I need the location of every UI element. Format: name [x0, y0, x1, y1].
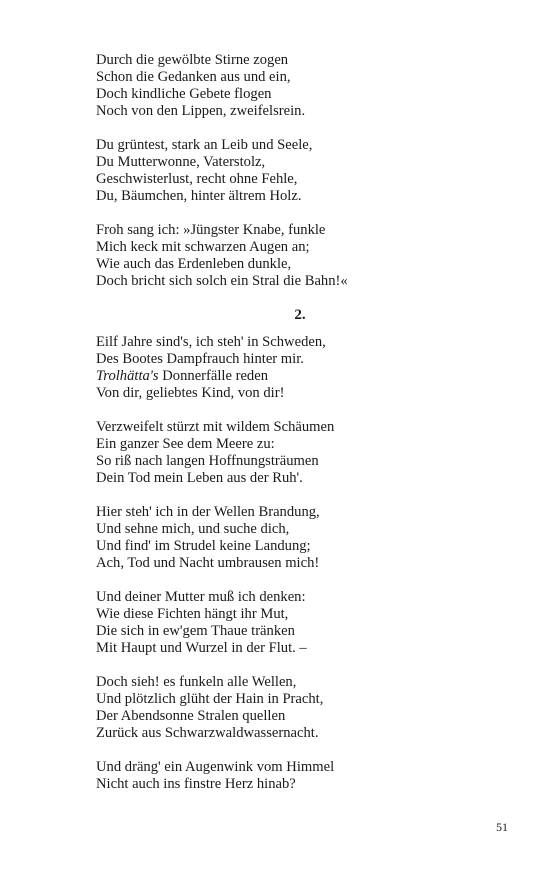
poem-text — [96, 52, 496, 810]
line-text: Eilf Jahre sind's, ich steh' in Schweden, — [96, 334, 326, 350]
verse-line — [96, 725, 496, 742]
line-text: So riß nach langen Hoffnungsträumen — [96, 453, 319, 469]
stanza — [96, 674, 496, 742]
verse-line — [96, 606, 496, 623]
line-text: Doch sieh! es funkeln alle Wellen, — [96, 674, 297, 690]
line-text: Mich keck mit schwarzen Augen an; — [96, 239, 310, 255]
verse-line — [96, 691, 496, 708]
line-text: Ach, Tod und Nacht umbrausen mich! — [96, 555, 320, 571]
line-text: Von dir, geliebtes Kind, von dir! — [96, 385, 285, 401]
verse-line — [96, 538, 496, 555]
verse-line — [96, 256, 496, 273]
line-text: Schon die Gedanken aus und ein, — [96, 69, 291, 85]
line-text: Und sehne mich, und suche dich, — [96, 521, 290, 537]
line-text: Und find' im Strudel keine Landung; — [96, 538, 311, 554]
stanza — [96, 589, 496, 657]
verse-line — [96, 222, 496, 239]
line-text: Des Bootes Dampfrauch hinter mir. — [96, 351, 304, 367]
poem-section — [96, 307, 496, 793]
verse-line — [96, 776, 496, 793]
verse-line — [96, 52, 496, 69]
verse-line — [96, 86, 496, 103]
line-text: Donnerfälle reden — [158, 368, 269, 384]
verse-line — [96, 674, 496, 691]
line-text: Du, Bäumchen, hinter ältrem Holz. — [96, 188, 302, 204]
verse-line — [96, 188, 496, 205]
verse-line — [96, 759, 496, 776]
verse-line — [96, 419, 496, 436]
verse-line — [96, 470, 496, 487]
verse-line — [96, 453, 496, 470]
line-text: Doch kindliche Gebete flogen — [96, 86, 272, 102]
line-text: Noch von den Lippen, zweifelsrein. — [96, 103, 306, 119]
line-text: Hier steh' ich in der Wellen Brandung, — [96, 504, 320, 520]
verse-line — [96, 154, 496, 171]
line-text: Dein Tod mein Leben aus der Ruh'. — [96, 470, 303, 486]
line-text: Wie diese Fichten hängt ihr Mut, — [96, 606, 289, 622]
line-text: Durch die gewölbte Stirne zogen — [96, 52, 289, 68]
line-text: Wie auch das Erdenleben dunkle, — [96, 256, 292, 272]
verse-line — [96, 171, 496, 188]
italic-text: Trolhätta's — [96, 368, 159, 384]
verse-line — [96, 555, 496, 572]
line-text: Doch bricht sich solch ein Stral die Bahn!« — [96, 273, 348, 289]
line-text: Und dräng' ein Augenwink vom Himmel — [96, 759, 335, 775]
section-heading: 2. — [294, 307, 306, 323]
line-text: Mit Haupt und Wurzel in der Flut. – — [96, 640, 307, 656]
line-text: Und deiner Mutter muß ich denken: — [96, 589, 306, 605]
stanza — [96, 222, 496, 290]
stanza — [96, 419, 496, 487]
line-text: Der Abendsonne Stralen quellen — [96, 708, 286, 724]
verse-line — [96, 239, 496, 256]
stanza — [96, 504, 496, 572]
line-text: Geschwisterlust, recht ohne Fehle, — [96, 171, 298, 187]
line-text: Ein ganzer See dem Meere zu: — [96, 436, 275, 452]
line-text: Verzweifelt stürzt mit wildem Schäumen — [96, 419, 335, 435]
verse-line — [96, 334, 496, 351]
line-text: Froh sang ich: »Jüngster Knabe, funkle — [96, 222, 326, 238]
stanza — [96, 137, 496, 205]
verse-line — [96, 368, 496, 385]
verse-line — [96, 504, 496, 521]
line-text: Die sich in ew'gem Thaue tränken — [96, 623, 295, 639]
stanza — [96, 52, 496, 120]
verse-line — [96, 103, 496, 120]
verse-line — [96, 521, 496, 538]
line-text: Nicht auch ins finstre Herz hinab? — [96, 776, 296, 792]
verse-line — [96, 351, 496, 368]
verse-line — [96, 640, 496, 657]
verse-line — [96, 436, 496, 453]
verse-line — [96, 623, 496, 640]
verse-line — [96, 708, 496, 725]
line-text: Und plötzlich glüht der Hain in Pracht, — [96, 691, 324, 707]
verse-line — [96, 137, 496, 154]
stanza — [96, 759, 496, 793]
line-text: Du Mutterwonne, Vaterstolz, — [96, 154, 266, 170]
verse-line — [96, 589, 496, 606]
page-number: 51 — [496, 820, 508, 834]
stanza — [96, 334, 496, 402]
verse-line — [96, 69, 496, 86]
line-text: Du grüntest, stark an Leib und Seele, — [96, 137, 313, 153]
verse-line — [96, 273, 496, 290]
poem-section — [96, 52, 496, 290]
line-text: Zurück aus Schwarzwaldwassernacht. — [96, 725, 319, 741]
verse-line — [96, 385, 496, 402]
